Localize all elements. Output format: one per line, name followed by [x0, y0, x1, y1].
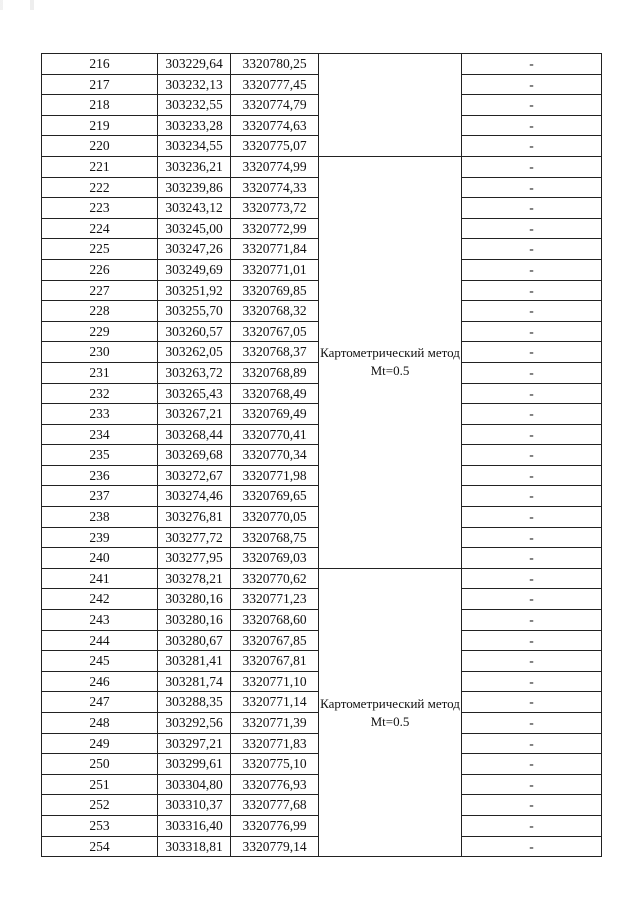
- y-coordinate-cell: 3320767,81: [231, 651, 319, 672]
- description-cell: -: [462, 424, 602, 445]
- y-coordinate-cell: 3320771,39: [231, 713, 319, 734]
- point-number-cell: 237: [42, 486, 158, 507]
- x-coordinate-cell: 303268,44: [158, 424, 231, 445]
- description-cell: -: [462, 630, 602, 651]
- y-coordinate-cell: 3320769,85: [231, 280, 319, 301]
- x-coordinate-cell: 303277,72: [158, 527, 231, 548]
- point-number-cell: 224: [42, 218, 158, 239]
- y-coordinate-cell: 3320769,49: [231, 404, 319, 425]
- x-coordinate-cell: 303280,16: [158, 610, 231, 631]
- y-coordinate-cell: 3320769,03: [231, 548, 319, 569]
- description-cell: -: [462, 136, 602, 157]
- x-coordinate-cell: 303265,43: [158, 383, 231, 404]
- y-coordinate-cell: 3320777,45: [231, 74, 319, 95]
- y-coordinate-cell: 3320780,25: [231, 54, 319, 75]
- point-number-cell: 236: [42, 465, 158, 486]
- description-cell: -: [462, 610, 602, 631]
- x-coordinate-cell: 303318,81: [158, 836, 231, 857]
- description-cell: -: [462, 156, 602, 177]
- x-coordinate-cell: 303245,00: [158, 218, 231, 239]
- y-coordinate-cell: 3320771,23: [231, 589, 319, 610]
- x-coordinate-cell: 303280,16: [158, 589, 231, 610]
- point-number-cell: 254: [42, 836, 158, 857]
- table-row: [42, 568, 602, 589]
- x-coordinate-cell: 303316,40: [158, 815, 231, 836]
- x-coordinate-cell: 303232,13: [158, 74, 231, 95]
- x-coordinate-cell: 303272,67: [158, 465, 231, 486]
- x-coordinate-cell: 303263,72: [158, 362, 231, 383]
- point-number-cell: 231: [42, 362, 158, 383]
- point-number-cell: 242: [42, 589, 158, 610]
- point-number-cell: 247: [42, 692, 158, 713]
- y-coordinate-cell: 3320774,79: [231, 95, 319, 116]
- point-number-cell: 252: [42, 795, 158, 816]
- y-coordinate-cell: 3320774,99: [231, 156, 319, 177]
- y-coordinate-cell: 3320771,83: [231, 733, 319, 754]
- description-cell: -: [462, 568, 602, 589]
- description-cell: -: [462, 774, 602, 795]
- y-coordinate-cell: 3320770,41: [231, 424, 319, 445]
- description-cell: -: [462, 507, 602, 528]
- description-cell: -: [462, 342, 602, 363]
- x-coordinate-cell: 303276,81: [158, 507, 231, 528]
- point-number-cell: 217: [42, 74, 158, 95]
- description-cell: -: [462, 692, 602, 713]
- point-number-cell: 241: [42, 568, 158, 589]
- description-cell: -: [462, 836, 602, 857]
- y-coordinate-cell: 3320775,07: [231, 136, 319, 157]
- method-cell: Картометрический метод Mt=0.5: [319, 156, 462, 568]
- point-number-cell: 230: [42, 342, 158, 363]
- x-coordinate-cell: 303262,05: [158, 342, 231, 363]
- y-coordinate-cell: 3320768,37: [231, 342, 319, 363]
- point-number-cell: 225: [42, 239, 158, 260]
- point-number-cell: 248: [42, 713, 158, 734]
- x-coordinate-cell: 303277,95: [158, 548, 231, 569]
- description-cell: -: [462, 301, 602, 322]
- description-cell: -: [462, 465, 602, 486]
- description-cell: -: [462, 177, 602, 198]
- y-coordinate-cell: 3320771,14: [231, 692, 319, 713]
- point-number-cell: 240: [42, 548, 158, 569]
- y-coordinate-cell: 3320777,68: [231, 795, 319, 816]
- description-cell: -: [462, 713, 602, 734]
- description-cell: -: [462, 280, 602, 301]
- description-cell: -: [462, 321, 602, 342]
- y-coordinate-cell: 3320768,60: [231, 610, 319, 631]
- point-number-cell: 235: [42, 445, 158, 466]
- description-cell: -: [462, 651, 602, 672]
- description-cell: -: [462, 239, 602, 260]
- y-coordinate-cell: 3320770,34: [231, 445, 319, 466]
- description-cell: -: [462, 795, 602, 816]
- description-cell: -: [462, 486, 602, 507]
- x-coordinate-cell: 303269,68: [158, 445, 231, 466]
- description-cell: -: [462, 198, 602, 219]
- point-number-cell: 221: [42, 156, 158, 177]
- point-number-cell: 250: [42, 754, 158, 775]
- x-coordinate-cell: 303280,67: [158, 630, 231, 651]
- x-coordinate-cell: 303299,61: [158, 754, 231, 775]
- y-coordinate-cell: 3320779,14: [231, 836, 319, 857]
- point-number-cell: 223: [42, 198, 158, 219]
- point-number-cell: 222: [42, 177, 158, 198]
- x-coordinate-cell: 303297,21: [158, 733, 231, 754]
- y-coordinate-cell: 3320768,32: [231, 301, 319, 322]
- y-coordinate-cell: 3320773,72: [231, 198, 319, 219]
- x-coordinate-cell: 303234,55: [158, 136, 231, 157]
- point-number-cell: 219: [42, 115, 158, 136]
- y-coordinate-cell: 3320774,33: [231, 177, 319, 198]
- point-number-cell: 238: [42, 507, 158, 528]
- description-cell: -: [462, 527, 602, 548]
- point-number-cell: 243: [42, 610, 158, 631]
- point-number-cell: 253: [42, 815, 158, 836]
- y-coordinate-cell: 3320768,49: [231, 383, 319, 404]
- y-coordinate-cell: 3320767,05: [231, 321, 319, 342]
- y-coordinate-cell: 3320768,89: [231, 362, 319, 383]
- y-coordinate-cell: 3320767,85: [231, 630, 319, 651]
- y-coordinate-cell: 3320768,75: [231, 527, 319, 548]
- description-cell: -: [462, 259, 602, 280]
- x-coordinate-cell: 303249,69: [158, 259, 231, 280]
- point-number-cell: 232: [42, 383, 158, 404]
- description-cell: -: [462, 671, 602, 692]
- y-coordinate-cell: 3320771,10: [231, 671, 319, 692]
- method-cell: Картометрический метод Mt=0.5: [319, 568, 462, 856]
- y-coordinate-cell: 3320771,84: [231, 239, 319, 260]
- coordinates-table: [41, 53, 602, 857]
- scan-artifact: [0, 0, 639, 10]
- point-number-cell: 245: [42, 651, 158, 672]
- point-number-cell: 216: [42, 54, 158, 75]
- table-row: [42, 54, 602, 75]
- description-cell: -: [462, 383, 602, 404]
- point-number-cell: 244: [42, 630, 158, 651]
- description-cell: -: [462, 445, 602, 466]
- point-number-cell: 220: [42, 136, 158, 157]
- x-coordinate-cell: 303274,46: [158, 486, 231, 507]
- x-coordinate-cell: 303288,35: [158, 692, 231, 713]
- x-coordinate-cell: 303281,41: [158, 651, 231, 672]
- y-coordinate-cell: 3320771,98: [231, 465, 319, 486]
- description-cell: -: [462, 548, 602, 569]
- point-number-cell: 251: [42, 774, 158, 795]
- description-cell: -: [462, 218, 602, 239]
- table-row: [42, 156, 602, 177]
- x-coordinate-cell: 303233,28: [158, 115, 231, 136]
- description-cell: -: [462, 74, 602, 95]
- x-coordinate-cell: 303255,70: [158, 301, 231, 322]
- method-cell: [319, 54, 462, 157]
- y-coordinate-cell: 3320774,63: [231, 115, 319, 136]
- point-number-cell: 239: [42, 527, 158, 548]
- x-coordinate-cell: 303260,57: [158, 321, 231, 342]
- description-cell: -: [462, 733, 602, 754]
- x-coordinate-cell: 303278,21: [158, 568, 231, 589]
- point-number-cell: 234: [42, 424, 158, 445]
- description-cell: -: [462, 115, 602, 136]
- x-coordinate-cell: 303243,12: [158, 198, 231, 219]
- x-coordinate-cell: 303267,21: [158, 404, 231, 425]
- x-coordinate-cell: 303229,64: [158, 54, 231, 75]
- point-number-cell: 228: [42, 301, 158, 322]
- table-body: [42, 54, 602, 857]
- description-cell: -: [462, 404, 602, 425]
- x-coordinate-cell: 303310,37: [158, 795, 231, 816]
- description-cell: -: [462, 815, 602, 836]
- y-coordinate-cell: 3320772,99: [231, 218, 319, 239]
- y-coordinate-cell: 3320776,99: [231, 815, 319, 836]
- x-coordinate-cell: 303281,74: [158, 671, 231, 692]
- x-coordinate-cell: 303251,92: [158, 280, 231, 301]
- y-coordinate-cell: 3320770,62: [231, 568, 319, 589]
- point-number-cell: 233: [42, 404, 158, 425]
- y-coordinate-cell: 3320771,01: [231, 259, 319, 280]
- x-coordinate-cell: 303292,56: [158, 713, 231, 734]
- y-coordinate-cell: 3320769,65: [231, 486, 319, 507]
- x-coordinate-cell: 303232,55: [158, 95, 231, 116]
- point-number-cell: 227: [42, 280, 158, 301]
- point-number-cell: 246: [42, 671, 158, 692]
- y-coordinate-cell: 3320775,10: [231, 754, 319, 775]
- x-coordinate-cell: 303304,80: [158, 774, 231, 795]
- description-cell: -: [462, 589, 602, 610]
- y-coordinate-cell: 3320770,05: [231, 507, 319, 528]
- y-coordinate-cell: 3320776,93: [231, 774, 319, 795]
- x-coordinate-cell: 303239,86: [158, 177, 231, 198]
- description-cell: -: [462, 754, 602, 775]
- point-number-cell: 249: [42, 733, 158, 754]
- point-number-cell: 218: [42, 95, 158, 116]
- description-cell: -: [462, 95, 602, 116]
- description-cell: -: [462, 362, 602, 383]
- description-cell: -: [462, 54, 602, 75]
- x-coordinate-cell: 303236,21: [158, 156, 231, 177]
- point-number-cell: 226: [42, 259, 158, 280]
- point-number-cell: 229: [42, 321, 158, 342]
- x-coordinate-cell: 303247,26: [158, 239, 231, 260]
